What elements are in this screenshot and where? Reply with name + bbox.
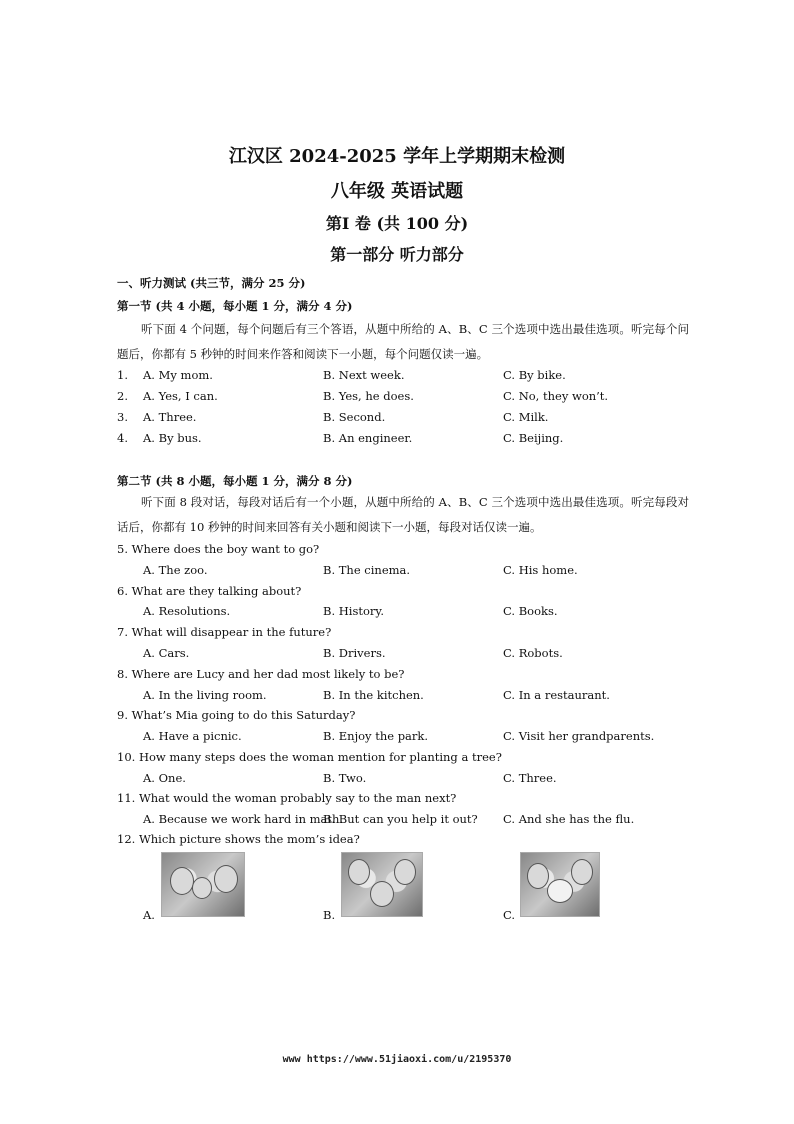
option-b: B. Drivers. (323, 646, 386, 660)
question-stem: 7. What will disappear in the future? (117, 625, 332, 639)
question-stem: 8. Where are Lucy and her dad most likely to be? (117, 667, 405, 681)
picture-label-a: A. (143, 908, 155, 922)
question-number: 4. (117, 431, 128, 445)
option-a: A. My mom. (143, 368, 213, 382)
option-b: B. Second. (323, 410, 386, 424)
section-heading: 一、听力测试 (共三节，满分 25 分) (117, 276, 306, 290)
option-c: C. By bike. (503, 368, 566, 382)
section2-heading: 第二节 (共 8 小题，每小题 1 分，满分 8 分) (117, 474, 353, 488)
question-stem: 12. Which picture shows the mom’s idea? (117, 832, 360, 846)
picture-label-c: C. (503, 908, 516, 922)
picture-b-two-kids-with-baby (341, 852, 423, 917)
option-b: B. In the kitchen. (323, 688, 424, 702)
option-c: C. Three. (503, 771, 557, 785)
option-c: C. Milk. (503, 410, 549, 424)
volume-heading: 第Ⅰ 卷 (共 100 分) (325, 214, 469, 233)
exam-title: 江汉区 2024-2025 学年上学期期末检测 (228, 146, 566, 167)
option-a: A. In the living room. (143, 688, 267, 702)
part-heading: 第一部分 听力部分 (330, 245, 464, 264)
option-b: B. An engineer. (323, 431, 413, 445)
option-c: C. Visit her grandparents. (503, 729, 655, 743)
question-stem: 11. What would the woman probably say to the man next? (117, 791, 457, 805)
option-b: B. History. (323, 604, 385, 618)
section2-instructions: 听下面 8 段对话，每段对话后有一个小题，从题中所给的 A、B、C 三个选项中选出最佳选项。听完每段对话后，你都有 10 秒钟的时间来回答有关小题和阅读下一小题，每段对话仅读一遍。 (117, 495, 689, 534)
option-b: B. Next week. (323, 368, 405, 382)
watermark-url: www https://www.51jiaoxi.com/u/2195370 (282, 1054, 512, 1065)
question-stem: 5. Where does the boy want to go? (117, 542, 320, 556)
option-a: A. The zoo. (143, 563, 208, 577)
option-a: A. Yes, I can. (143, 389, 218, 403)
option-b: B. But can you help it out? (323, 812, 478, 826)
option-c: C. Beijing. (503, 431, 564, 445)
picture-a-two-kids-with-baby (161, 852, 245, 917)
option-b: B. Enjoy the park. (323, 729, 429, 743)
exam-subtitle: 八年级 英语试题 (330, 181, 464, 202)
picture-c-two-kids-with-dog (520, 852, 600, 917)
section1-heading: 第一节 (共 4 小题，每小题 1 分，满分 4 分) (117, 299, 353, 313)
question-stem: 9. What’s Mia going to do this Saturday? (117, 708, 356, 722)
section1-instructions: 听下面 4 个问题，每个问题后有三个答语，从题中所给的 A、B、C 三个选项中选出最佳选项。听完每个问题后，你都有 5 秒钟的时间来作答和阅读下一小题，每个问题仅读一遍。 (117, 322, 689, 361)
option-b: B. The cinema. (323, 563, 411, 577)
question-number: 2. (117, 389, 128, 403)
picture-label-b: B. (323, 908, 336, 922)
option-a: A. Resolutions. (143, 604, 231, 618)
option-a: A. By bus. (143, 431, 202, 445)
question-stem: 10. How many steps does the woman mention for planting a tree? (117, 750, 502, 764)
question-stem: 6. What are they talking about? (117, 584, 302, 598)
option-c: C. His home. (503, 563, 578, 577)
question-number: 1. (117, 368, 128, 382)
option-b: B. Yes, he does. (323, 389, 414, 403)
option-a: A. Cars. (143, 646, 190, 660)
option-c: C. And she has the flu. (503, 812, 635, 826)
option-b: B. Two. (323, 771, 367, 785)
option-c: C. In a restaurant. (503, 688, 610, 702)
option-a: A. Three. (143, 410, 197, 424)
question-number: 3. (117, 410, 128, 424)
option-c: C. Robots. (503, 646, 563, 660)
option-a: A. One. (143, 771, 186, 785)
option-c: C. Books. (503, 604, 558, 618)
option-a: A. Have a picnic. (143, 729, 242, 743)
option-c: C. No, they won’t. (503, 389, 609, 403)
option-a: A. Because we work hard in math. (143, 812, 344, 826)
